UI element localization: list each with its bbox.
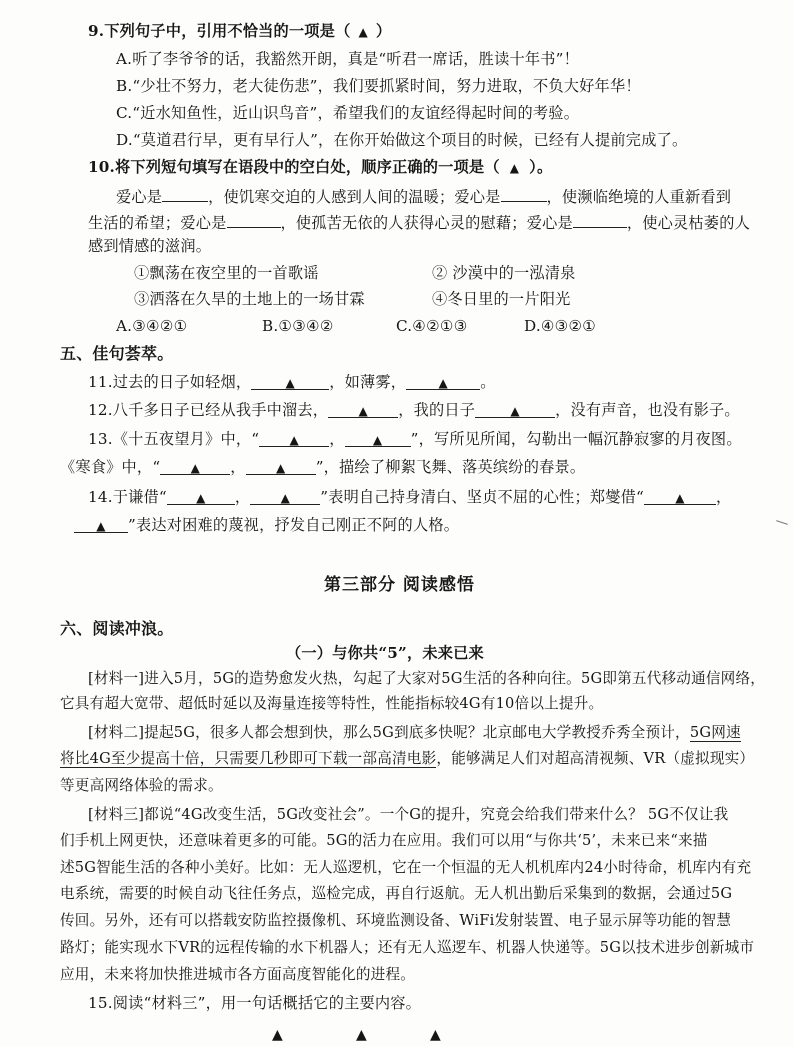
material-3-line: 路灯；能实现水下VR的远程传输的水下机器人；还有无人巡逻车、机器人快递等。5G以技术进步创新城市 bbox=[60, 939, 755, 956]
fill-blank bbox=[573, 209, 627, 228]
q14-continued: ▲ ”表达对困难的蔑视，抒发自己刚正不阿的人格。 bbox=[74, 514, 459, 536]
fill-blank: ▲ bbox=[74, 514, 128, 533]
q9-option-b: B.“少壮不努力，老大徒伤悲”，我们要抓紧时间，努力进取，不负大好年华！ bbox=[116, 77, 641, 95]
material-3-line: 述5G智能生活的各种小美好。比如：无人巡逻机，它在一个恒温的无人机机库内24小时待命，机库内有充 bbox=[60, 859, 752, 876]
material-1-line: 它具有超大宽带、超低时延以及海量连接等特性，性能指标较4G有10倍以上提升。 bbox=[60, 695, 604, 712]
fill-blank: ▲ bbox=[160, 456, 230, 475]
q10-stem: 10.将下列短句填写在语段中的空白处，顺序正确的一项是（ ▲ ）。 bbox=[88, 156, 552, 179]
fill-blank: ▲ bbox=[251, 371, 329, 390]
q12: 12.八千多日子已经从我手中溜去， ▲ ，我的日子 ▲ ，没有声音，也没有影子。 bbox=[88, 401, 740, 419]
part-3-title: 第三部分 阅读感悟 bbox=[324, 575, 475, 595]
q13-continued: 《寒食》中，“ ▲ ， ▲ ”，描绘了柳絮飞舞、落英缤纷的春景。 bbox=[60, 458, 586, 476]
answer-triangle: ▲ bbox=[358, 25, 368, 39]
q10-item-3: ③洒落在久旱的土地上的一场甘霖 bbox=[134, 290, 365, 308]
fill-blank: ▲ bbox=[259, 428, 329, 447]
material-2-line: 等更高网络体验的需求。 bbox=[60, 777, 223, 794]
q10-choice-b: B.①③④② bbox=[262, 317, 334, 335]
material-2-line: 将比4G至少提高十倍，只需要几秒即可下载一部高清电影，能够满足人们对超高清视频、VR（虚拟现实） bbox=[60, 750, 755, 767]
material-3-line: 们手机上网更快，还意味着更多的可能。5G的活力在应用。我们可以用“与你共‘5’，未来已来“来描 bbox=[60, 832, 708, 849]
fill-blank: ▲ bbox=[406, 371, 480, 390]
q10-passage-line3: 感到情感的滋润。 bbox=[88, 237, 212, 255]
q10-choice-c: C.④②①③ bbox=[396, 317, 468, 335]
fill-blank: ▲ bbox=[246, 456, 316, 475]
q11: 11.过去的日子如轻烟， ▲ ，如薄雾， ▲ 。 bbox=[88, 373, 496, 391]
q9-option-d: D.“莫道君行早，更有早行人”，在你开始做这个项目的时候，已经有人提前完成了。 bbox=[116, 131, 688, 149]
q10-choice-d: D.④③②① bbox=[524, 317, 597, 335]
fill-blank: ▲ bbox=[250, 486, 320, 505]
material-2-line: [材料二]提起5G，很多人都会想到快，那么5G到底多快呢？北京邮电大学教授乔秀全预计，5G网速 bbox=[88, 724, 741, 741]
q10-item-2: ② 沙漠中的一泓清泉 bbox=[432, 264, 576, 282]
q15-stem: 15.阅读“材料三”，用一句话概括它的主要内容。 bbox=[88, 994, 422, 1012]
answer-triangle: ▲ bbox=[272, 1027, 283, 1043]
answer-triangle: ▲ bbox=[356, 1027, 367, 1043]
fill-blank: ▲ bbox=[475, 399, 555, 418]
q13: 13.《十五夜望月》中，“ ▲ ， ▲ ”，写所见所闻，勾勒出一幅沉静寂寥的月夜图。 bbox=[88, 430, 742, 448]
material-3-line: [材料三]都说“4G改变生活，5G改变社会”。一个G的提升，究竟会给我们带来什么？ 5G不仅让我 bbox=[88, 806, 729, 823]
q9-stem: 9.下列句子中，引用不恰当的一项是（ ▲ ） bbox=[88, 20, 391, 43]
fill-blank bbox=[162, 183, 208, 202]
section-6-heading: 六、阅读冲浪。 bbox=[60, 619, 174, 638]
q10-item-1: ①飘荡在夜空里的一首歌谣 bbox=[134, 264, 319, 282]
q10-passage-line1: 爱心是 ，使饥寒交迫的人感到人间的温暖；爱心是 ，使濒临绝境的人重新看到 bbox=[116, 183, 731, 208]
fill-blank: ▲ bbox=[345, 428, 411, 447]
q10-item-4: ④冬日里的一片阳光 bbox=[432, 290, 571, 308]
fill-blank: ▲ bbox=[644, 486, 716, 505]
fill-blank bbox=[227, 209, 281, 228]
answer-triangle: ▲ bbox=[509, 161, 520, 175]
material-1-line: [材料一]进入5月，5G的造势愈发火热，勾起了大家对5G生活的各种向往。5G即第五代移动通信网络， bbox=[88, 670, 766, 687]
q10-passage-line2: 生活的希望；爱心是 ，使孤苦无依的人获得心灵的慰藉；爱心是 ，使心灵枯萎的人 bbox=[88, 209, 750, 234]
scan-mark bbox=[776, 520, 788, 525]
q10-choice-a: A.③④②① bbox=[116, 317, 188, 335]
fill-blank: ▲ bbox=[167, 486, 235, 505]
fill-blank bbox=[501, 183, 547, 202]
material-3-line: 传回。另外，还有可以搭载安防监控摄像机、环境监测设备、WiFi发射装置、电子显示屏等功能的智慧 bbox=[60, 912, 732, 929]
reading-subtitle: （一）与你共“5”，未来已来 bbox=[286, 644, 484, 662]
material-3-line: 电系统，需要的时候自动飞往任务点，巡检完成，再自行返航。无人机出勤后采集到的数据，会通过5G bbox=[60, 885, 733, 902]
q9-option-a: A.听了李爷爷的话，我豁然开朗，真是“听君一席话，胜读十年书”！ bbox=[116, 50, 579, 68]
material-3-line: 应用，未来将加快推进城市各方面高度智能化的进程。 bbox=[60, 966, 416, 983]
section-5-heading: 五、佳句荟萃。 bbox=[60, 344, 174, 363]
fill-blank: ▲ bbox=[328, 399, 398, 418]
answer-triangle: ▲ bbox=[430, 1027, 441, 1043]
q14: 14.于谦借“ ▲ ， ▲ ”表明自己持身清白、坚贞不屈的心性；郑燮借“ ▲ ， bbox=[88, 488, 732, 506]
q9-option-c: C.“近水知鱼性，近山识鸟音”，希望我们的友谊经得起时间的考验。 bbox=[116, 104, 580, 122]
